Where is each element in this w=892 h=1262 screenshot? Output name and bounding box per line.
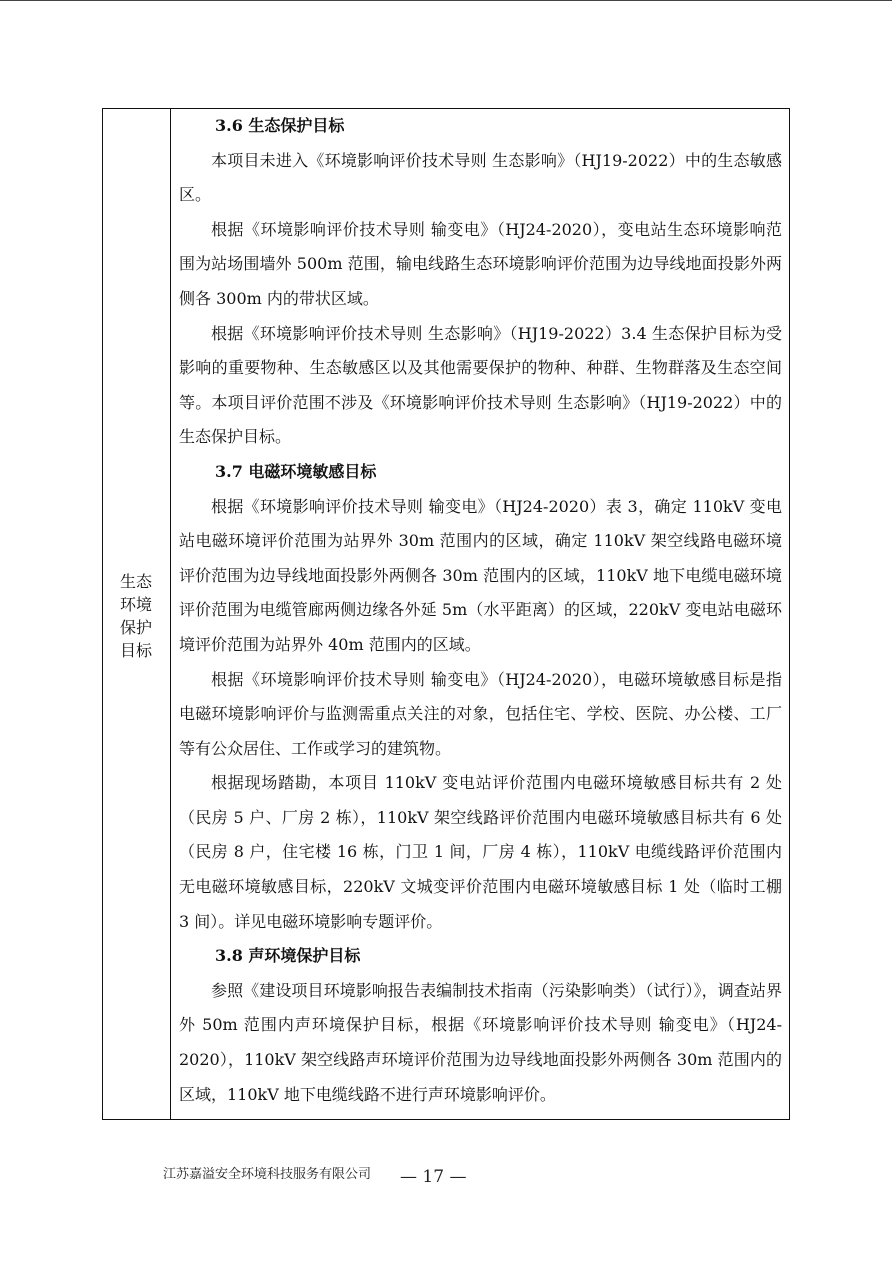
section-heading: 3.7 电磁环境敏感目标	[215, 461, 377, 481]
paragraph: 根据现场踏勘，本项目 110kV 变电站评价范围内电磁环境敏感目标共有 2 处（民房 5 户、厂房 2 栋），110kV 架空线路评价范围内电磁环境敏感目标共有 6 处（民房 8 户，住宅楼 16 栋，门卫 1 间，厂房 4 栋），110kV 电缆线路评价范围内无电磁环境敏感目标，220kV 文城变评价范围内电磁环境敏感目标 1 处（临时工棚 3 间）。详见电磁环境影响专题评价。	[179, 773, 782, 931]
row-label	[103, 570, 169, 662]
footer-company: 江苏嘉溢安全环境科技服务有限公司	[163, 1167, 372, 1182]
paragraph: 根据《环境影响评价技术导则 输变电》（HJ24-2020），电磁环境敏感目标是指电磁环境影响评价与监测需重点关注的对象，包括住宅、学校、医院、办公楼、工厂等有公众居住、工作或学习的建筑物。	[179, 669, 782, 758]
row-label-line: 保护	[119, 618, 152, 637]
paragraph: 参照《建设项目环境影响报告表编制技术指南（污染影响类）（试行）》，调查站界外 50m 范围内声环境保护目标，根据《环境影响评价技术导则 输变电》（HJ24-2020），110kV 架空线路声环境评价范围为边导线地面投影外两侧各 30m 范围内的区域，110kV 地下电缆线路不进行声环境影响评价。	[179, 980, 782, 1104]
paragraph: 本项目未进入《环境影响评价技术导则 生态影响》（HJ19-2022）中的生态敏感区。	[179, 150, 782, 205]
section-heading: 3.8 声环境保护目标	[215, 946, 361, 966]
paragraph: 根据《环境影响评价技术导则 输变电》（HJ24-2020）表 3，确定 110kV 变电站电磁环境评价范围为站界外 30m 范围内的区域，确定 110kV 架空线路电磁环境评价范围为边导线地面投影外两侧各 30m 范围内的区域，110kV 地下电缆电磁环境评价范围为电缆管廊两侧边缘各外延 5m（水平距离）的区域，220kV 变电站电磁环境评价范围为站界外 40m 范围内的区域。	[179, 496, 782, 654]
section-heading: 3.6 生态保护目标	[215, 116, 345, 135]
row-label-cell	[103, 109, 171, 1119]
row-label-line: 目标	[119, 641, 152, 660]
content-cell	[179, 109, 782, 1112]
row-label-line: 环境	[119, 595, 152, 614]
top-rule	[0, 0, 892, 1]
paragraph: 根据《环境影响评价技术导则 生态影响》（HJ19-2022）3.4 生态保护目标为受影响的重要物种、生态敏感区以及其他需要保护的物种、种群、生物群落及生态空间等。本项目评价范围不涉及《环境影响评价技术导则 生态影响》（HJ19-2022）中的生态保护目标。	[179, 323, 782, 447]
paragraph: 根据《环境影响评价技术导则 输变电》（HJ24-2020），变电站生态环境影响范围为站场围墙外 500m 范围，输电线路生态环境影响评价范围为边导线地面投影外两侧各 300m 内的带状区域。	[179, 219, 782, 308]
page-number: — 17 —	[400, 1167, 467, 1187]
content-table	[102, 108, 790, 1120]
row-label-line: 生态	[119, 572, 152, 591]
